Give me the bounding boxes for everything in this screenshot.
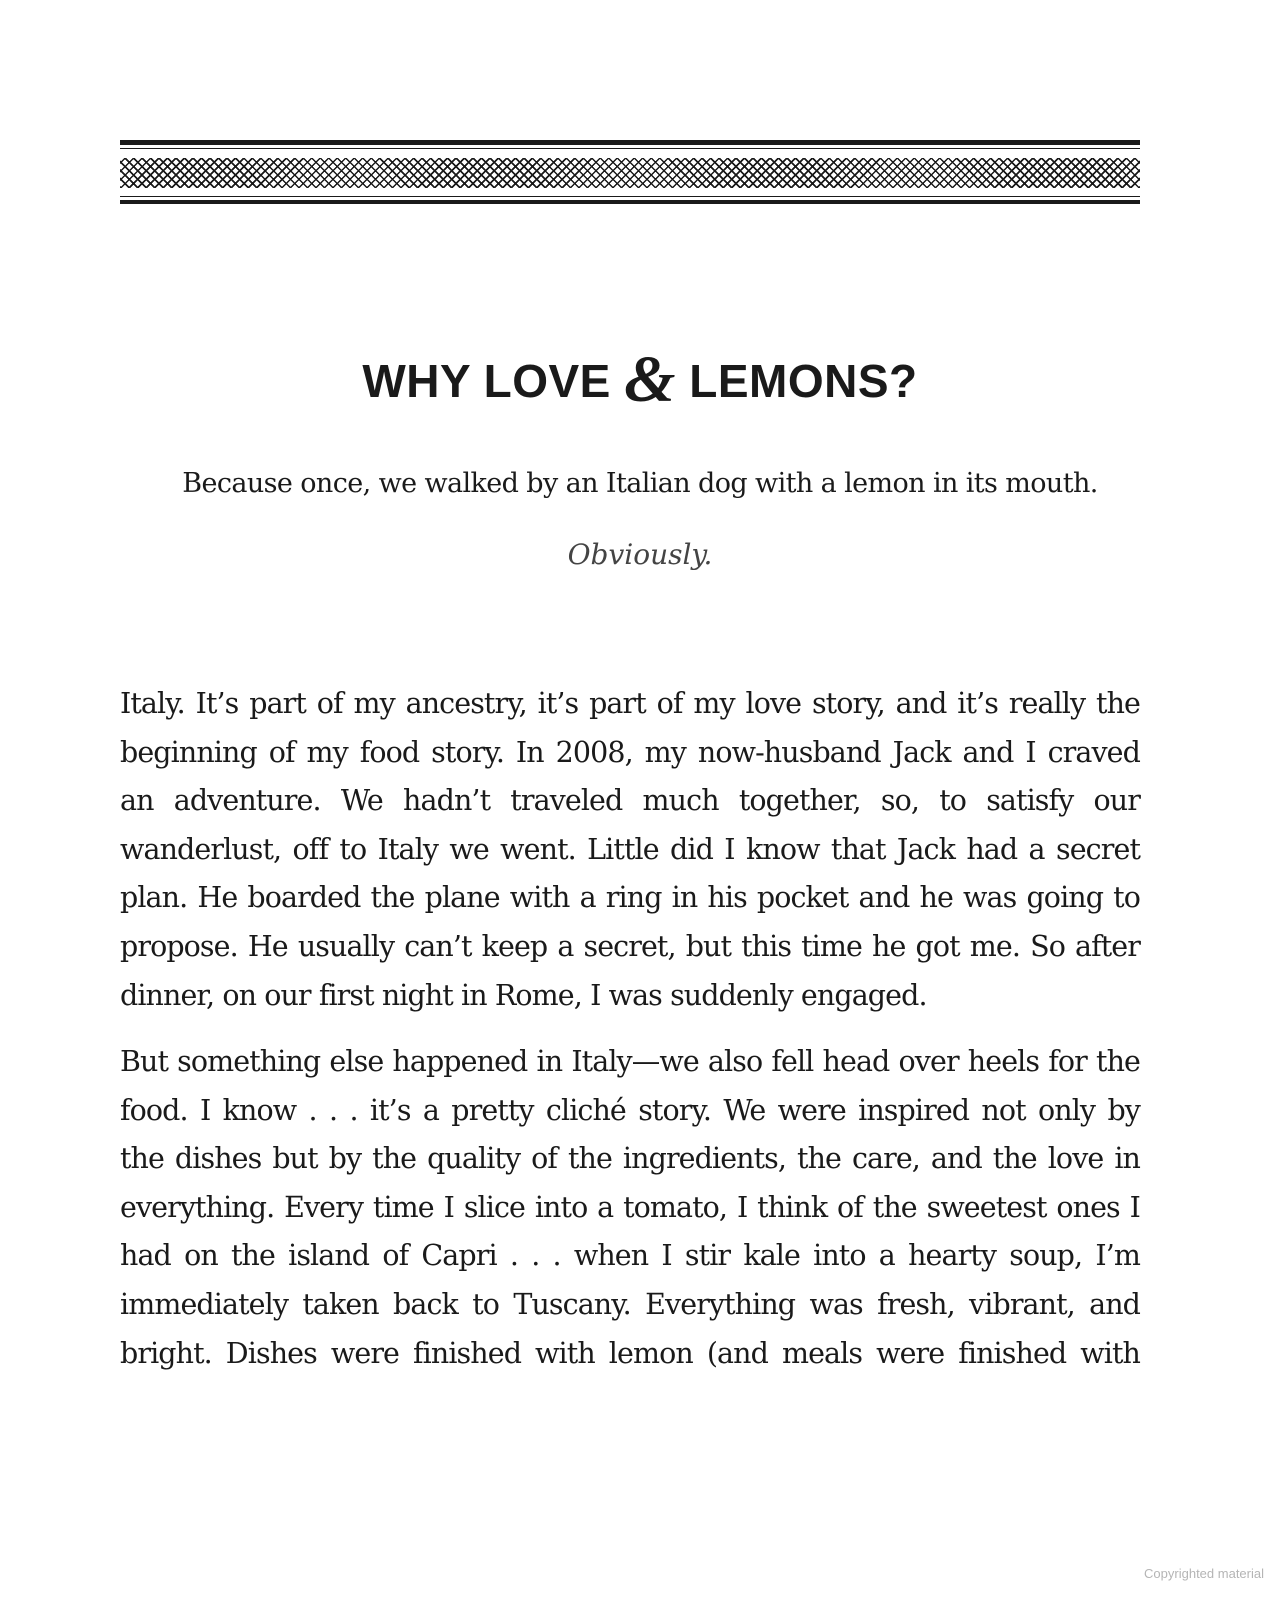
paragraph-line: propose. He usually can’t keep a secret, but this time he got me. So after — [120, 929, 1140, 963]
italic-aside: Obviously. — [567, 538, 713, 571]
chapter-title-part2: LEMONS? — [689, 355, 918, 407]
border-rule-top-thin — [120, 148, 1140, 149]
decorative-header-border — [120, 140, 1140, 206]
paragraph-line: But something else happened in Italy—we also fell head over heels for the — [120, 1045, 1140, 1078]
chapter-title-part1: WHY LOVE — [362, 355, 611, 407]
border-rule-bottom — [120, 200, 1140, 204]
paragraph-line: everything. Every time I slice into a tomato, I think of the sweetest ones I — [120, 1190, 1140, 1224]
paragraph-line: immediately taken back to Tuscany. Everything was fresh, vibrant, and — [120, 1287, 1140, 1321]
paragraph-line: food. I know . . . it’s a pretty cliché story. We were inspired not only by — [120, 1093, 1140, 1127]
paragraph-line: wanderlust, off to Italy we went. Little did I know that Jack had a secret — [120, 832, 1140, 866]
chapter-title-ampersand: & — [624, 343, 676, 416]
paragraph-line: plan. He boarded the plane with a ring in his pocket and he was going to — [120, 881, 1140, 915]
chapter-title — [0, 343, 1280, 416]
border-rule-bottom-thin — [120, 196, 1140, 197]
paragraph-line: beginning of my food story. In 2008, my now-husband Jack and I craved — [120, 735, 1140, 769]
chapter-subtitle: Because once, we walked by an Italian dog with a lemon in its mouth. — [182, 468, 1098, 499]
paragraph-line: the dishes but by the quality of the ingredients, the care, and the love in — [120, 1142, 1140, 1176]
paragraph-line: an adventure. We hadn’t traveled much together, so, to satisfy our — [120, 784, 1140, 818]
paragraph-1 — [120, 680, 1140, 1020]
crosshatch-pattern-band — [120, 158, 1140, 188]
paragraph-line: had on the island of Capri . . . when I stir kale into a hearty soup, I’m — [120, 1239, 1140, 1273]
paragraph-line: Italy. It’s part of my ancestry, it’s part of my love story, and it’s really the — [120, 687, 1140, 720]
paragraph-line: dinner, on our first night in Rome, I was suddenly engaged. — [120, 978, 927, 1012]
paragraph-2 — [120, 1038, 1140, 1378]
border-rule-top — [120, 140, 1140, 145]
copyright-notice: Copyrighted material — [1144, 1566, 1264, 1581]
paragraph-line: bright. Dishes were finished with lemon (and meals were finished with — [120, 1336, 1140, 1370]
